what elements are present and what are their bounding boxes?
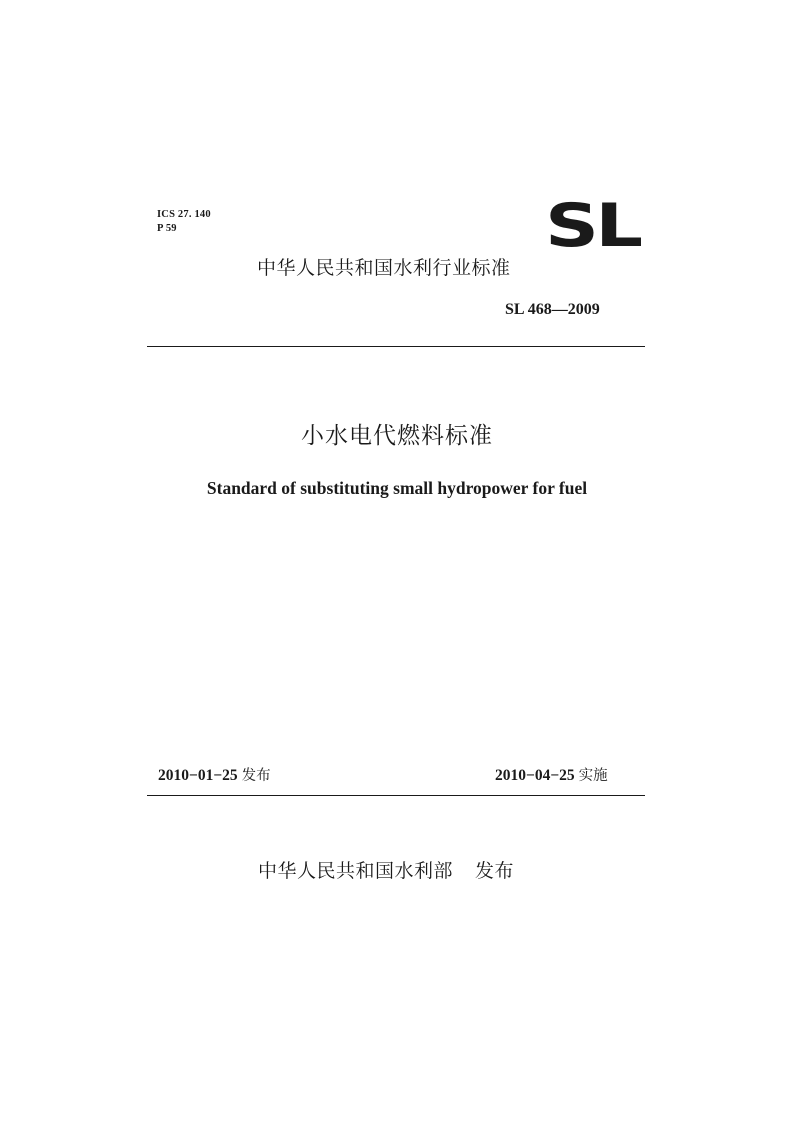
top-divider: [147, 346, 645, 347]
bottom-divider: [147, 795, 645, 796]
issuer-name: 中华人民共和国水利部: [258, 860, 454, 882]
sl-logo: SL: [545, 191, 640, 261]
publish-label: 发布: [241, 768, 271, 784]
implement-label: 实施: [578, 768, 608, 784]
ics-code: ICS 27. 140: [157, 209, 211, 220]
classification-codes: [157, 208, 211, 236]
issuer: [258, 858, 514, 884]
title-english: Standard of substituting small hydropower for fuel: [206, 478, 588, 498]
standard-number: SL 468—2009: [505, 301, 600, 318]
industry-standard-heading: 中华人民共和国水利行业标准: [257, 257, 511, 279]
ccs-code: P 59: [157, 223, 177, 234]
issuer-action: 发布: [475, 860, 515, 882]
title-chinese: 小水电代燃料标准: [301, 423, 493, 449]
implement-date: [495, 766, 608, 786]
implement-date-value: 2010−04−25: [495, 767, 575, 784]
publish-date: [158, 766, 271, 786]
publish-date-value: 2010−01−25: [158, 767, 238, 784]
